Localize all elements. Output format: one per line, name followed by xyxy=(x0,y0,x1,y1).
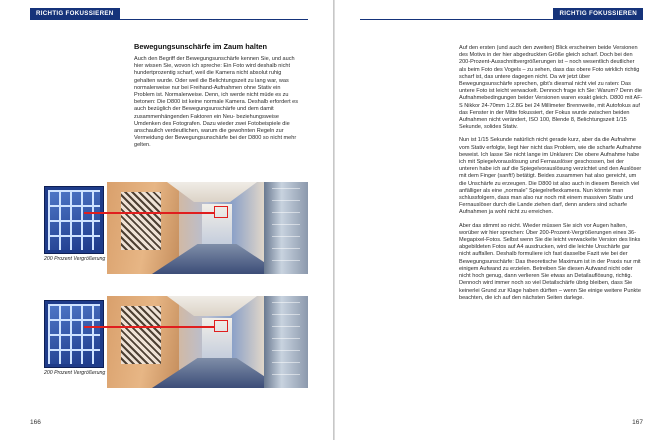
corridor-photo xyxy=(107,296,308,388)
section-heading: Bewegungsunschärfe im Zaum halten xyxy=(134,42,268,51)
left-page xyxy=(0,0,333,440)
left-text-column xyxy=(134,42,302,156)
figure-caption: 200 Prozent Vergrößerung xyxy=(44,256,106,262)
running-header: RICHTIG FOKUSSIEREN xyxy=(30,8,120,19)
header-rule xyxy=(360,19,643,20)
crop-thumbnail xyxy=(44,300,104,368)
right-text-column xyxy=(459,45,643,308)
page-number: 166 xyxy=(30,419,41,426)
zoom-region-box xyxy=(214,320,228,332)
body-paragraph: Auch den Begriff der Bewegungsunschärfe kennen Sie, und auch hier wissen Sie, wovon ich spreche: Ein Foto wird deshalb nicht hundertprozentig scharf, weil die Kamera nicht absolut ruhig gehalten wurde. Oder weil die Belichtungszeit zu lang war, was normalerweise nur bei Freihand-Aufnahmen ohne Stativ ein Problem ist. Normalerweise. Denn, ich werde nicht müde es zu betonen: Die D800 ist keine normale Kamera. Deshalb erfordert es auch bezüglich der Bewegungsunschärfe und dem damit zusammenhängenden Faktoren ein Neu- beziehungsweise Umdenken des Fotografen. Dazu wieder zwei Fotobeispiele die anschaulich verdeutlichen, warum die gewohnten Regeln zur Vermeidung der Bewegungsunschärfe bei der D800 so nicht mehr gelten. xyxy=(134,56,299,149)
header-rule xyxy=(30,19,308,20)
body-paragraph: Aber das stimmt so nicht. Wieder müssen Sie sich vor Augen halten, worüber wir hier sprechen: Über 200-Prozent-Vergrößerungen eines 36-Megapixel-Fotos. Selbst wenn Sie die leicht verwackelte Version des links abgebildeten Fotos auf A4 ausdrucken, wird die leichte Unschärfe gar nicht auffallen. Deshalb formuliere ich fast dasselbe Fazit wie bei der Bewegungsunschärfe: Das theoretische Maximum ist in der Praxis nur mit einigem Aufwand zu erzielen. Betreiben Sie diesen Aufwand nicht oder nicht hoch genug, dann verlieren Sie etwas an Detailauflösung, richtig. Dennoch wird immer noch so viel Detailschärfe übrig bleiben, dass Sie keinerlei Grund zur Klage haben dürften – wenn Sie einige weitere Punkte beachten, die ich auf den nächsten Seiten darlege. xyxy=(459,222,641,301)
running-header: RICHTIG FOKUSSIEREN xyxy=(553,8,643,19)
zoom-pointer-line xyxy=(84,326,214,328)
crop-thumbnail xyxy=(44,186,104,254)
figure-sharp xyxy=(30,182,308,276)
right-page xyxy=(335,0,668,440)
zoom-pointer-line xyxy=(84,212,214,214)
figure-caption: 200 Prozent Vergrößerung xyxy=(44,370,106,376)
body-paragraph: Nun ist 1/15 Sekunde natürlich nicht gerade kurz, aber da die Aufnahme vom Stativ erfolgte, liegt hier nicht das Problem, wie die scharfe Aufnahme beweist. Ich lasse Sie nicht lange im Unklaren: Die obere Aufnahme habe ich mit Spiegelvorauslösung und Fernauslöser geschossen, bei der unteren habe ich auf die Spiegelvorauslösung verzichtet und den Auslöser mit dem Finger (sanft!) betätigt. Beides zusammen hat also gereicht, um die Unschärfe zu erzeugen. Die D800 ist also auch in diesem Bereich viel anfälliger als eine „normale“ Spiegelreflexkamera. Nun könnte man schlussfolgern, dass man also nur noch mit einem massiven Stativ und Fernauslöser durch die Lande ziehen darf, denn anders sind scharfe Aufnahmen ja wohl nicht zu erreichen. xyxy=(459,137,642,216)
body-paragraph: Auf den ersten (und auch den zweiten) Blick erscheinen beide Versionen des Motivs in der hier abgedruckten Größe gleich scharf. Doch bei den 200-Prozent-Ausschnittvergrößerungen ist – noch wesentlich deutlicher als beim Foto des Vogels – zu sehen, dass das obere Foto wirklich richtig scharf ist, das untere dagegen nicht. Da wir jetzt über Bewegungsunschärfe sprechen, gibt's diesmal nicht viel zu raten: Das untere Foto ist leicht verwackelt. Dennoch frage ich Sie: Warum? Denn die Aufnahmebedingungen beider Versionen waren exakt gleich. D800 mit AF-S Nikkor 24-70mm 1:2.8G bei 24 Millimeter Brennweite, mit Autofokus auf das Fenster in der Mitte fokussiert, der Fokus wurde zwischen beiden Aufnahmen nicht verändert, ISO 100, Blende 8, Belichtungszeit 1/15 Sekunde, solides Stativ. xyxy=(459,45,643,131)
corridor-photo xyxy=(107,182,308,274)
figure-blurred xyxy=(30,296,308,390)
zoom-region-box xyxy=(214,206,228,218)
page-number: 167 xyxy=(632,419,643,426)
